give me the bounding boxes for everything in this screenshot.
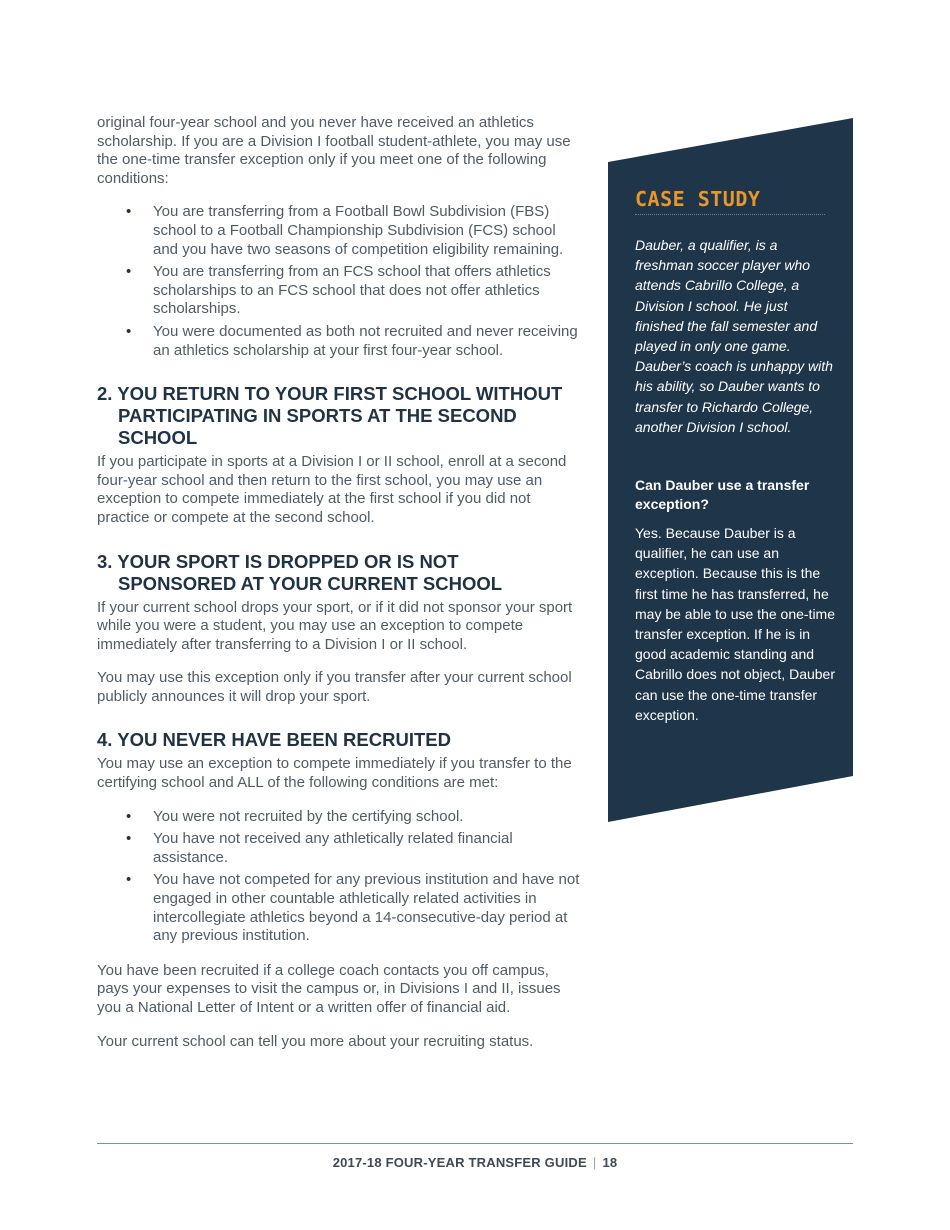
- main-column: [97, 114, 581, 1051]
- bullet-icon: •: [126, 871, 132, 889]
- list-item: [97, 871, 581, 945]
- intro-paragraph: original four-year school and you never have received an athletics scholarship. If you are a Division I football student-athlete, you may use the one-time transfer exception only if you meet one of the following conditions:: [97, 114, 571, 187]
- footer-title: 2017-18 FOUR-YEAR TRANSFER GUIDE: [332, 1155, 587, 1170]
- section-4-body-1: You may use an exception to compete immediately if you transfer to the certifying school and ALL of the following conditions are met:: [97, 755, 572, 792]
- case-study-question: Can Dauber use a transfer exception?: [635, 477, 810, 512]
- list-item-text: You are transferring from an FCS school that offers athletics scholarships to an FCS school that does not offer athletics scholarships.: [153, 263, 551, 318]
- section-4-body-3: Your current school can tell you more about your recruiting status.: [97, 1032, 534, 1050]
- footer-divider: [97, 1143, 853, 1144]
- list-item: [97, 808, 581, 827]
- section-3-body-1: If your current school drops your sport, or if it did not sponsor your sport while you were a student, you may use an exception to compete immediately after transferring to a Division I or II school.: [97, 598, 573, 653]
- case-study-answer: Yes. Because Dauber is a qualifier, he can use an exception. Because this is the first time he has transferred, he may be able to use the one-time transfer exception. If he is in good academic standing and Cabrillo does not object, Dauber can use the one-time transfer exception.: [635, 525, 836, 723]
- list-item: [97, 263, 581, 319]
- list-item: [97, 830, 581, 867]
- case-study-scenario: Dauber, a qualifier, is a freshman soccer player who attends Cabrillo College, a Division I school. He just finished the fall semester and played in only one game. Dauber’s coach is unhappy with his ability, so Dauber wants to transfer to Richardo College, another Division I school.: [635, 237, 833, 435]
- section-2-body: If you participate in sports at a Division I or II school, enroll at a second four-year school and then return to the first school, you may use an exception to compete immediately at the first school if you did not practice or compete at the second school.: [97, 453, 567, 526]
- section-2-heading: 2. YOU RETURN TO YOUR FIRST SCHOOL WITHOUT PARTICIPATING IN SPORTS AT THE SECOND SCHOOL: [97, 383, 563, 449]
- list-item: [97, 203, 581, 259]
- list-item-text: You were not recruited by the certifying school.: [153, 807, 464, 825]
- list-item-text: You have not received any athletically related financial assistance.: [153, 830, 513, 866]
- list-item-text: You were documented as both not recruited and never receiving an athletics scholarship at your first four-year school.: [153, 322, 578, 359]
- list-item: [97, 323, 581, 360]
- footer-separator: |: [592, 1155, 597, 1170]
- section-4-body-2: You have been recruited if a college coach contacts you off campus, pays your expenses to visit the campus or, in Divisions I and II, issues you a National Letter of Intent or a written offer of financial aid.: [97, 961, 561, 1016]
- list-item-text: You are transferring from a Football Bowl Subdivision (FBS) school to a Football Championship Subdivision (FCS) school and you have two seasons of competition eligibility remaining.: [153, 203, 564, 258]
- page-footer: [0, 1155, 950, 1170]
- page-number: 18: [602, 1155, 618, 1170]
- recruiting-conditions-list: [97, 808, 581, 946]
- bullet-icon: •: [126, 807, 132, 825]
- list-item-text: You have not competed for any previous institution and have not engaged in other countable athletically related activities in intercollegiate athletics beyond a 14-consecutive-day period at any previous institution.: [153, 871, 580, 945]
- football-conditions-list: [97, 203, 581, 360]
- bullet-icon: •: [126, 203, 132, 221]
- section-3-heading: 3. YOUR SPORT IS DROPPED OR IS NOT SPONSORED AT YOUR CURRENT SCHOOL: [97, 550, 503, 594]
- bullet-icon: •: [126, 263, 132, 281]
- bullet-icon: •: [126, 322, 132, 340]
- section-3-body-2: You may use this exception only if you transfer after your current school publicly announces it will drop your sport.: [97, 669, 572, 705]
- bullet-icon: •: [126, 830, 132, 848]
- section-4-heading: 4. YOU NEVER HAVE BEEN RECRUITED: [97, 729, 451, 751]
- case-study-title: CASE STUDY: [635, 187, 825, 215]
